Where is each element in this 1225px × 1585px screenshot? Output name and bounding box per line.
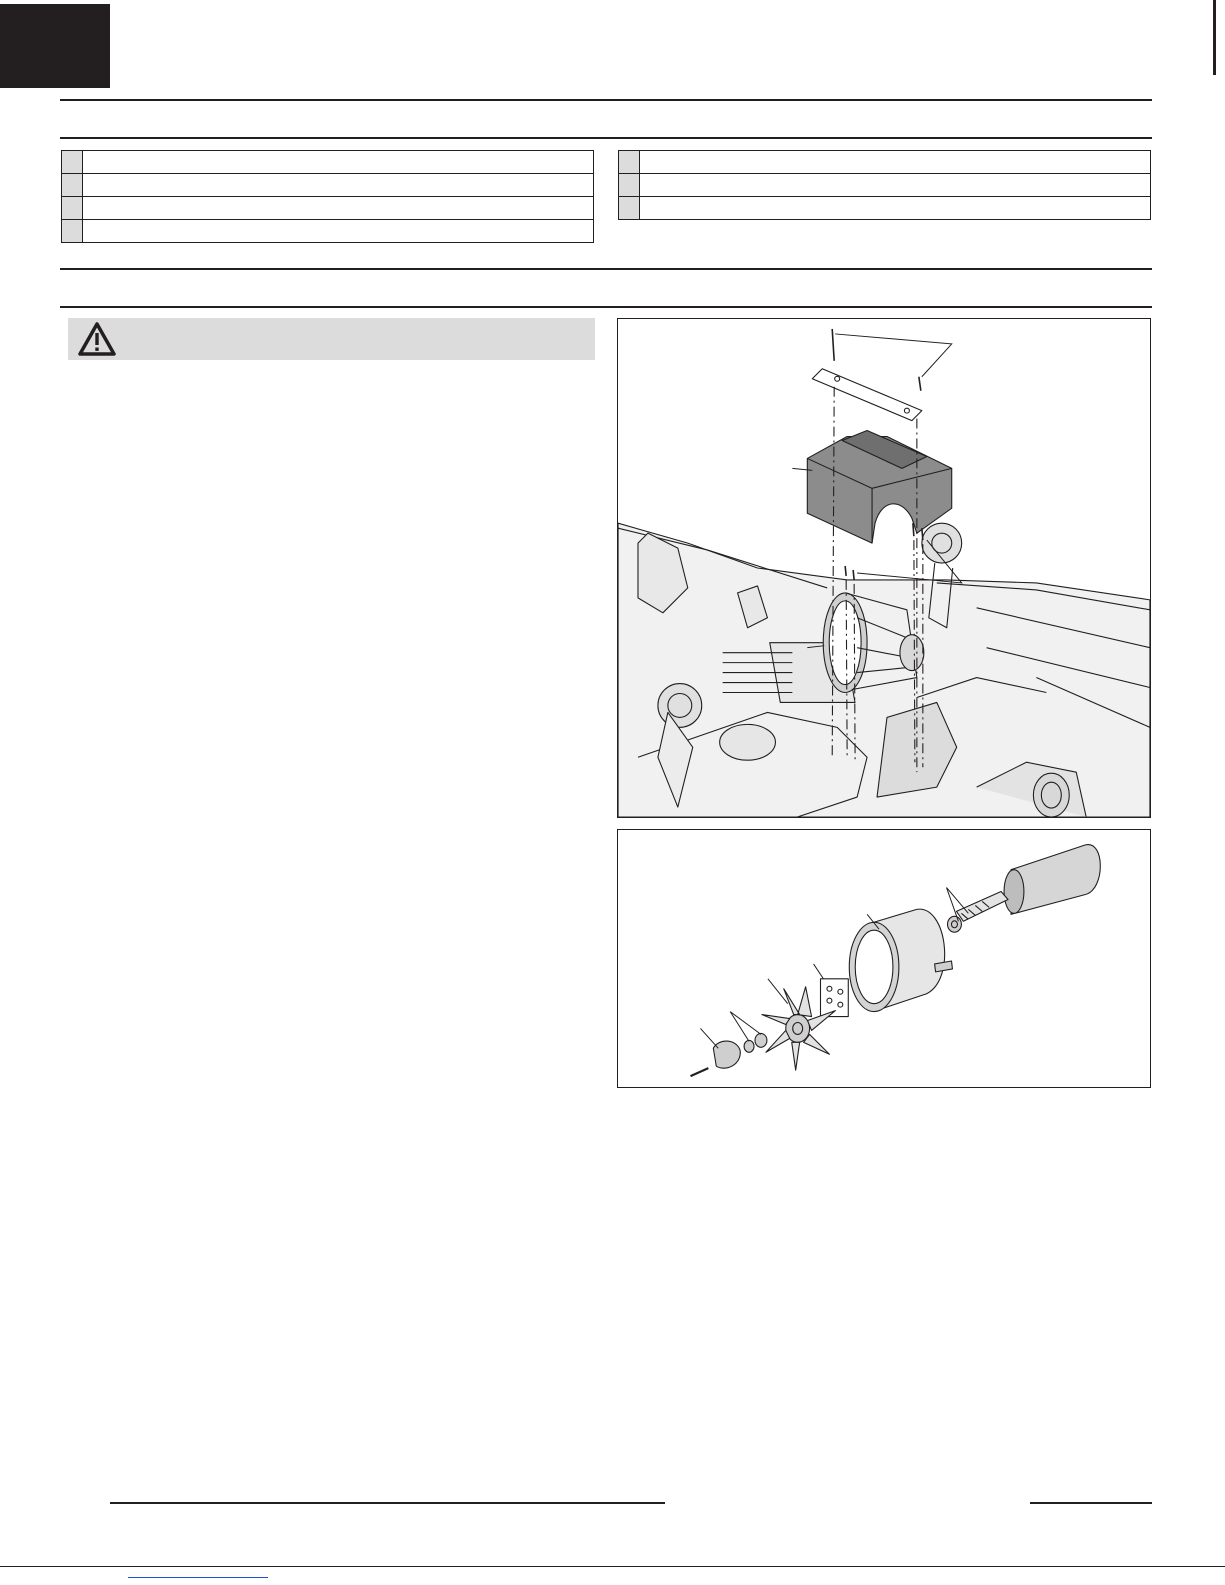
row-label (640, 197, 1151, 220)
row-label (640, 151, 1151, 174)
row-label (83, 151, 594, 174)
table-row (619, 174, 1151, 197)
fan-unit-install-figure (617, 318, 1151, 818)
fan-unit-install-diagram (618, 319, 1150, 817)
warning-triangle-icon (77, 321, 117, 357)
row-number (619, 151, 640, 174)
row-label (83, 174, 594, 197)
parts-table-left (61, 150, 594, 243)
row-number (62, 220, 83, 243)
row-number (62, 174, 83, 197)
section-tab-block (0, 4, 110, 88)
warning-banner (68, 318, 595, 360)
footer-rule-right (1030, 1502, 1152, 1504)
fan-unit-exploded-diagram (618, 830, 1150, 1087)
row-label (83, 197, 594, 220)
edge-mark (1213, 0, 1216, 75)
table-row (62, 151, 594, 174)
row-label (640, 174, 1151, 197)
row-number (62, 197, 83, 220)
header-rule (60, 99, 1152, 101)
fan-unit-exploded-figure (617, 829, 1151, 1088)
footer-rule-left (110, 1502, 665, 1504)
row-label (83, 220, 594, 243)
row-number (62, 151, 83, 174)
section-1-rule (60, 137, 1152, 139)
row-number (619, 197, 640, 220)
footer-link-underline[interactable] (128, 1577, 268, 1578)
section-2-top-rule (60, 268, 1152, 270)
page-bottom-line (0, 1566, 1225, 1567)
table-row (62, 220, 594, 243)
row-number (619, 174, 640, 197)
section-2-rule (60, 306, 1152, 308)
parts-table-right (618, 150, 1151, 220)
table-row (619, 197, 1151, 220)
table-row (619, 151, 1151, 174)
table-row (62, 174, 594, 197)
table-row (62, 197, 594, 220)
